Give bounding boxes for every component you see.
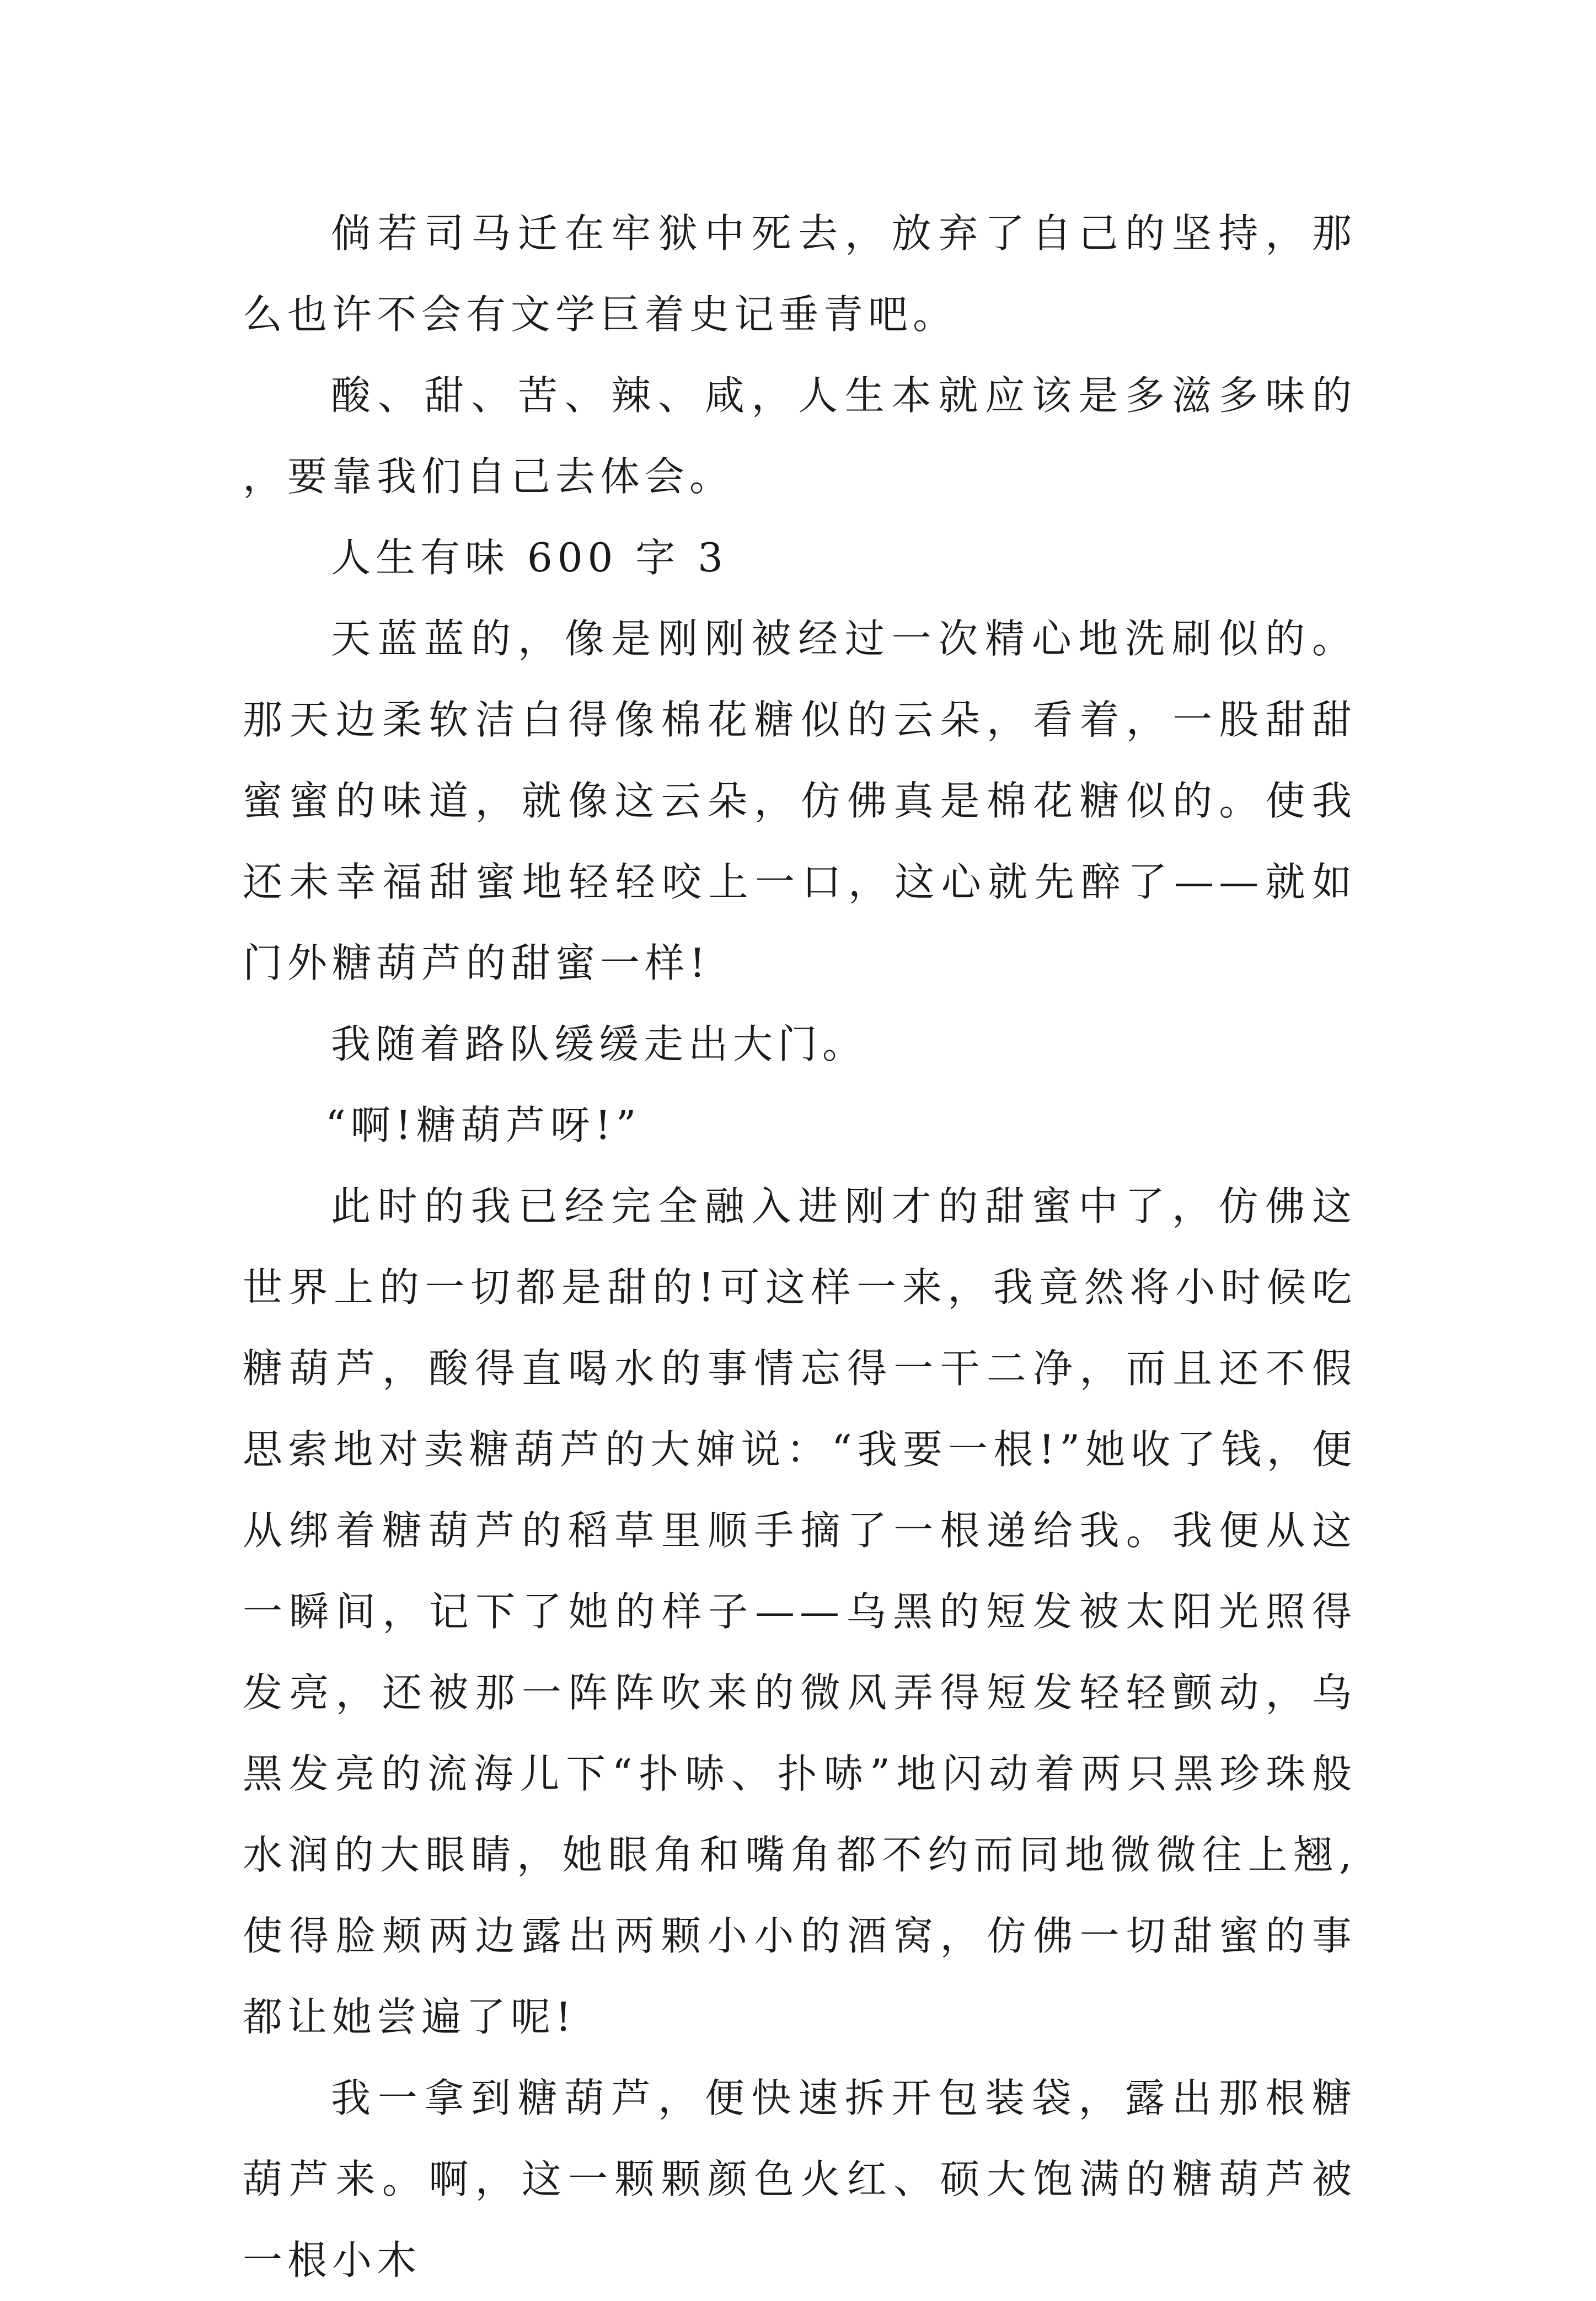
paragraph-2: 酸、甜、苦、辣、咸，人生本就应该是多滋多味的，要靠我们自己去体会。 (243, 372, 1357, 500)
section-heading: 人生有味 600 字 3 (331, 534, 728, 581)
paragraph-5-quote: “啊!糖葫芦呀!” (325, 1102, 641, 1148)
document-body (243, 193, 1357, 2301)
paragraph-1: 倘若司马迁在牢狱中死去，放弃了自己的坚持，那么也许不会有文学巨着史记垂青吧。 (243, 210, 1357, 338)
paragraph-3: 天蓝蓝的，像是刚刚被经过一次精心地洗刷似的。那天边柔软洁白得像棉花糖似的云朵，看着，一股甜甜蜜蜜的味道，就像这云朵，仿佛真是棉花糖似的。使我还未幸福甜蜜地轻轻咬上一口，这心就先醉了——就如门外糖葫芦的甜蜜一样! (243, 616, 1357, 986)
paragraph-6: 此时的我已经完全融入进刚才的甜蜜中了，仿佛这世界上的一切都是甜的!可这样一来，我竟然将小时候吃糖葫芦，酸得直喝水的事情忘得一干二净，而且还不假思索地对卖糖葫芦的大婶说：“我要一根!”她收了钱，便从绑着糖葫芦的稻草里顺手摘了一根递给我。我便从这一瞬间，记下了她的样子——乌黑的短发被太阳光照得发亮，还被那一阵阵吹来的微风弄得短发轻轻颤动，乌黑发亮的流海儿下“扑哧、扑哧”地闪动着两只黑珍珠般水润的大眼睛，她眼角和嘴角都不约而同地微微往上翘,使得脸颊两边露出两颗小小的酒窝，仿佛一切甜蜜的事都让她尝遍了呢! (243, 1183, 1357, 2040)
paragraph-4: 我随着路队缓缓走出大门。 (331, 1021, 867, 1067)
paragraph-7: 我一拿到糖葫芦，便快速拆开包装袋，露出那根糖葫芦来。啊，这一颗颗颜色火红、硕大饱满的糖葫芦被一根小木 (243, 2075, 1357, 2283)
